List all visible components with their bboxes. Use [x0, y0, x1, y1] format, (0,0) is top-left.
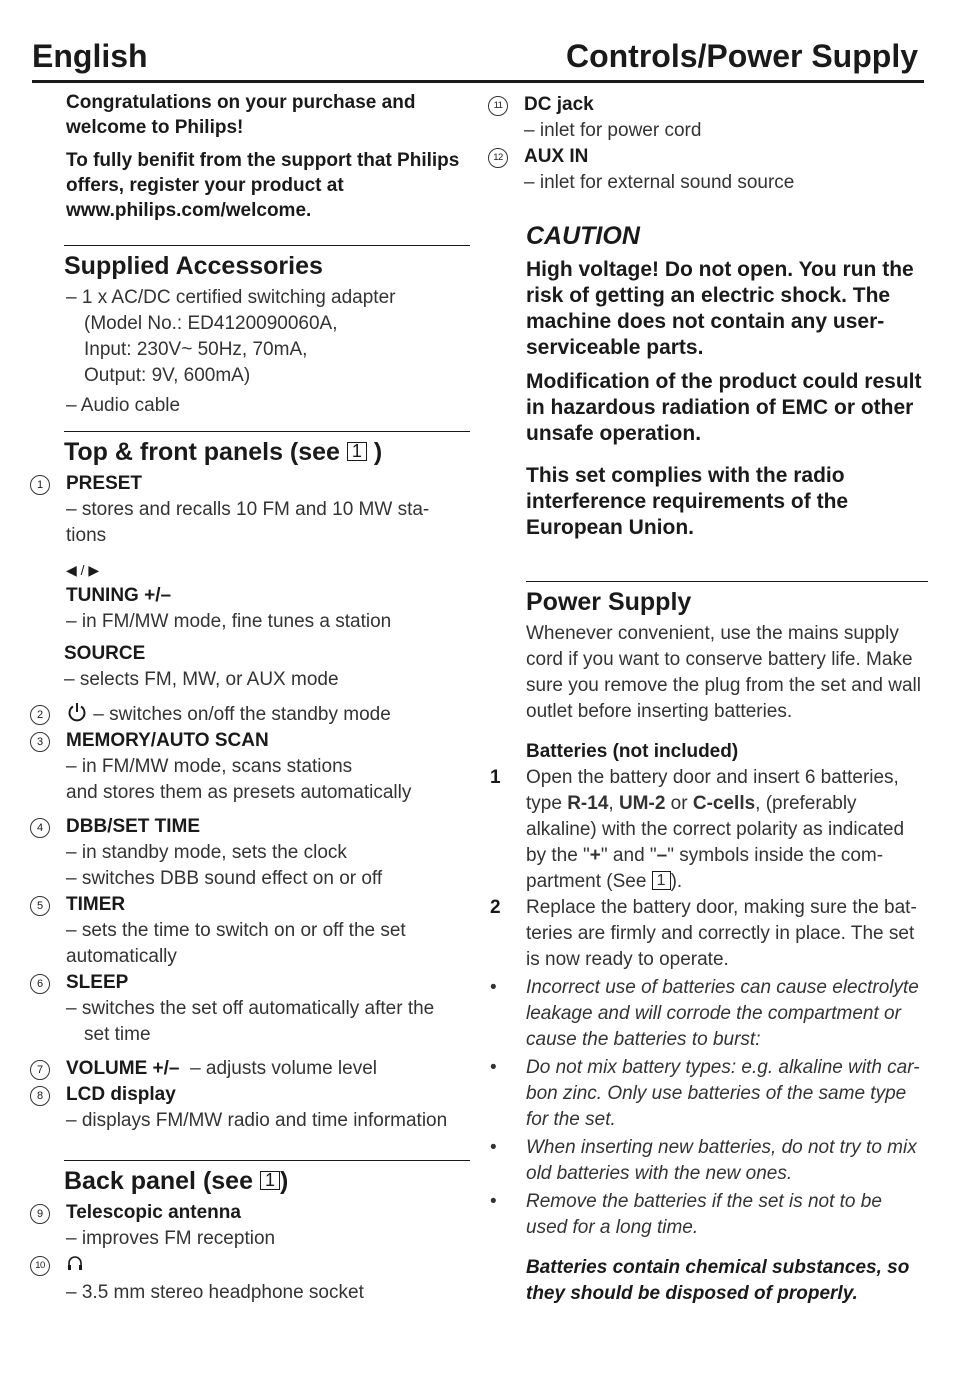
control-number: 4 [30, 818, 50, 838]
battery-type: R-14 [567, 793, 609, 814]
back-panel-title [64, 1167, 470, 1196]
prev-next-arrows-icon: ◀ / ▶ [66, 562, 100, 578]
control-number: 10 [30, 1256, 50, 1276]
battery-note [488, 975, 928, 1053]
control-desc: – selects FM, MW, or AUX mode [64, 669, 339, 690]
control-desc: and stores them as presets automatically [66, 782, 412, 803]
battery-step-1 [488, 765, 928, 895]
control-number: 12 [488, 148, 508, 168]
figure-ref-box: 1 [347, 442, 367, 461]
battery-note [488, 1135, 928, 1187]
control-number: 2 [30, 705, 50, 725]
caution-compliance: This set complies with the radio interference requirements of the European Union. [526, 464, 849, 539]
back-panel-title-text: Back panel (see [64, 1167, 253, 1195]
control-label: DBB/SET TIME [66, 816, 201, 837]
battery-note [488, 1189, 928, 1241]
control-desc: – inlet for power cord [524, 120, 702, 141]
divider [526, 581, 928, 582]
bullet: • [490, 1137, 497, 1158]
control-telescopic-antenna [30, 1200, 470, 1252]
adapter-model: (Model No.: ED4120090060A, [84, 313, 338, 334]
disposal-warning: Batteries contain chemical substances, so they should be disposed of properly. [526, 1257, 910, 1304]
caution-modification: Modification of the product could result in hazardous radiation of EMC or other unsafe operation. [526, 370, 922, 445]
control-label: AUX IN [524, 146, 589, 167]
control-memory-auto-scan [30, 728, 470, 806]
control-label: SLEEP [66, 972, 129, 993]
divider [64, 245, 470, 246]
note-text: Incorrect use of batteries can cause electrolyte leakage and will corrode the compartment or cause the batteries to burst: [526, 977, 919, 1050]
control-number: 9 [30, 1204, 50, 1224]
battery-note [488, 1055, 928, 1133]
top-front-title [64, 438, 470, 467]
control-desc: – 3.5 mm stereo headphone socket [66, 1282, 364, 1303]
control-label: LCD display [66, 1084, 176, 1105]
control-desc: – switches the set off automatically after the [66, 998, 435, 1019]
title-paren: ) [373, 438, 383, 466]
battery-step-2 [488, 895, 928, 973]
divider [64, 431, 470, 432]
control-number: 3 [30, 732, 50, 752]
control-number: 5 [30, 896, 50, 916]
step-text: , (preferably alkaline) with the correct polarity as indicated by the " [526, 793, 905, 866]
top-front-title-text: Top & front panels (see [64, 438, 340, 466]
caution-high-voltage: High voltage! Do not open. You run the risk of getting an electric shock. The machine does not contain any user-serviceable parts. [526, 258, 914, 359]
battery-type: C-cells [692, 793, 756, 814]
control-desc: – in standby mode, sets the clock [66, 842, 347, 863]
control-label: TIMER [66, 894, 126, 915]
control-preset [30, 471, 470, 549]
note-text: Do not mix battery types: e.g. alkaline with car-bon zinc. Only use batteries of the same type for the set. [526, 1057, 920, 1130]
control-tuning [30, 557, 470, 635]
step-text: " and " [600, 845, 657, 866]
accessory-audio-cable: – Audio cable [66, 395, 181, 416]
left-column [30, 90, 470, 1306]
control-aux-in [488, 144, 928, 196]
bullet: • [490, 1191, 497, 1212]
accessories-title: Supplied Accessories [64, 252, 323, 280]
polarity-symbol: + [589, 845, 601, 866]
control-number: 8 [30, 1086, 50, 1106]
note-text: When inserting new batteries, do not try to mix old batteries with the new ones. [526, 1137, 917, 1184]
control-desc: – switches DBB sound effect on or off [66, 868, 383, 889]
control-source [30, 641, 470, 693]
section-title: Controls/Power Supply [565, 38, 918, 74]
control-lcd-display [30, 1082, 470, 1134]
adapter-output: Output: 9V, 600mA) [84, 365, 251, 386]
accessory-adapter: – 1 x AC/DC certified switching adapter [66, 287, 396, 308]
control-number: 11 [488, 96, 508, 116]
right-column [488, 90, 928, 1307]
control-sleep [30, 970, 470, 1048]
caution-title: CAUTION [526, 222, 640, 250]
divider [64, 1160, 470, 1161]
control-desc: – in FM/MW mode, fine tunes a station [66, 611, 392, 632]
accessories-list [66, 285, 470, 419]
bullet: • [490, 1057, 497, 1078]
control-desc: automatically [66, 946, 177, 967]
control-label: SOURCE [64, 643, 146, 664]
control-label: TUNING +/– [66, 585, 172, 606]
control-headphone [30, 1252, 470, 1306]
bullet: • [490, 977, 497, 998]
headphone-icon [66, 1252, 470, 1280]
step-text: " symbols inside the com-partment (See [526, 845, 884, 892]
language-title: English [32, 38, 148, 74]
control-desc: – displays FM/MW radio and time information [66, 1110, 448, 1131]
step-text: or [665, 793, 693, 814]
control-volume [30, 1056, 470, 1082]
note-text: Remove the batteries if the set is not to be used for a long time. [526, 1191, 882, 1238]
batteries-title: Batteries (not included) [526, 741, 739, 762]
control-label: DC jack [524, 94, 594, 115]
welcome-text: Congratulations on your purchase and welcome to Philips! [66, 92, 416, 138]
control-desc: – stores and recalls 10 FM and 10 MW sta- [66, 499, 430, 520]
control-desc: tions [66, 525, 107, 546]
control-dc-jack [488, 92, 928, 144]
control-timer [30, 892, 470, 970]
control-number: 1 [30, 475, 50, 495]
control-label: Telescopic antenna [66, 1202, 241, 1223]
step-number: 2 [490, 897, 501, 918]
control-desc: – in FM/MW mode, scans stations [66, 756, 353, 777]
control-desc: – improves FM reception [66, 1228, 276, 1249]
control-label: MEMORY/AUTO SCAN [66, 730, 269, 751]
control-desc: – inlet for external sound source [524, 172, 795, 193]
step-text: ). [670, 871, 683, 892]
control-desc: – sets the time to switch on or off the set [66, 920, 406, 941]
page-header [32, 34, 924, 83]
figure-ref-box: 1 [260, 1171, 280, 1190]
step-text: Open the battery door and insert 6 batteries, type [526, 767, 899, 814]
figure-ref-box: 1 [652, 871, 671, 890]
control-desc: – switches on/off the standby mode [93, 704, 391, 725]
title-paren: ) [279, 1167, 289, 1195]
register-text: To fully benifit from the support that Philips offers, register your product at www.philips.com/welcome. [66, 150, 460, 221]
step-text: , [608, 793, 619, 814]
polarity-symbol: – [656, 845, 668, 866]
control-dbb-set-time [30, 814, 470, 892]
control-standby [30, 701, 470, 728]
step-text: Replace the battery door, making sure the bat-teries are firmly and correctly in place. The set is now ready to operate. [526, 897, 917, 970]
control-desc: set time [84, 1024, 151, 1045]
control-desc: – adjusts volume level [190, 1058, 377, 1079]
power-standby-icon [66, 701, 88, 723]
step-number: 1 [490, 767, 501, 788]
power-supply-title: Power Supply [526, 588, 692, 616]
control-label: VOLUME +/– [66, 1058, 180, 1079]
control-label: PRESET [66, 473, 143, 494]
control-number: 7 [30, 1060, 50, 1080]
adapter-input: Input: 230V~ 50Hz, 70mA, [84, 339, 308, 360]
control-number: 6 [30, 974, 50, 994]
power-supply-intro: Whenever convenient, use the mains supply cord if you want to conserve battery life. Make sure you remove the plug from the set and wall outlet before inserting batteries. [526, 623, 921, 722]
battery-type: UM-2 [618, 793, 666, 814]
